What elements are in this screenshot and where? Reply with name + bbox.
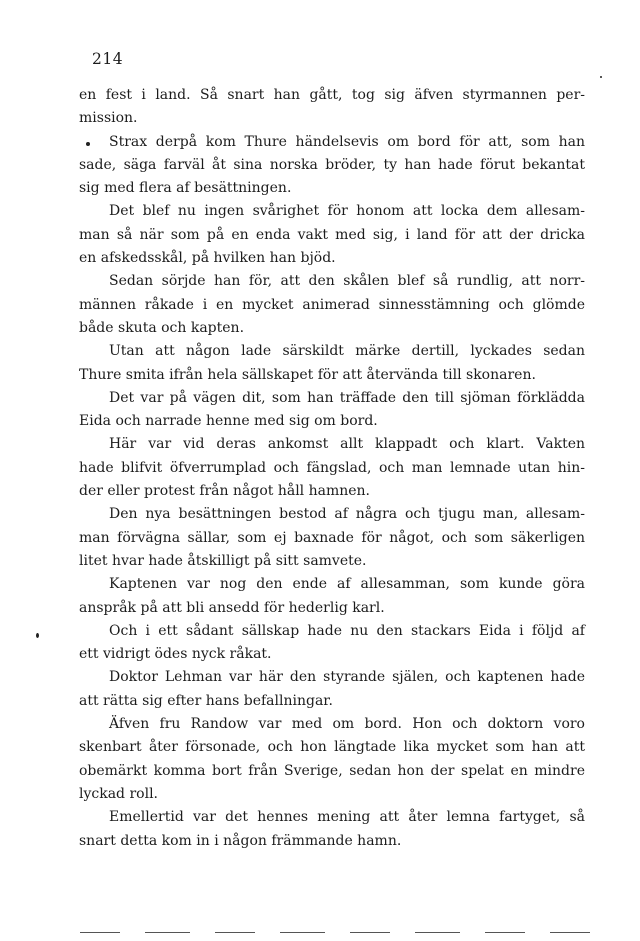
paragraph bbox=[79, 503, 585, 573]
page-edge-mark bbox=[550, 932, 590, 933]
paragraph bbox=[79, 340, 585, 387]
scan-speck bbox=[36, 633, 39, 638]
paragraph bbox=[79, 433, 585, 503]
paragraph bbox=[79, 666, 585, 713]
text-line: der eller protest från något håll hamnen. bbox=[79, 483, 371, 500]
text-line: Och i ett sådant sällskap hade nu den stackars Eida i följd af bbox=[109, 622, 585, 639]
text-line: Kaptenen var nog den ende af allesamman, som kunde göra bbox=[109, 576, 585, 593]
page-edge-mark bbox=[280, 932, 325, 933]
text-line: lyckad roll. bbox=[79, 785, 158, 802]
text-line: litet hvar hade åtskilligt på sitt samvete. bbox=[79, 552, 367, 569]
paragraph bbox=[79, 131, 585, 201]
paragraph bbox=[79, 713, 585, 806]
paragraph bbox=[79, 200, 585, 270]
text-line: mission. bbox=[79, 110, 138, 127]
body-text bbox=[79, 84, 585, 853]
paragraph bbox=[79, 387, 585, 434]
text-line: både skuta och kapten. bbox=[79, 319, 245, 336]
text-line: Sedan sörjde han för, att den skålen blef så rundlig, att norr- bbox=[109, 273, 585, 290]
text-line: Doktor Lehman var här den styrande själen, och kaptenen hade bbox=[109, 669, 585, 686]
page-edge-mark bbox=[350, 932, 390, 933]
text-line: sig med flera af besättningen. bbox=[79, 180, 292, 197]
text-line: Det var på vägen dit, som han träffade den till sjöman förklädda bbox=[109, 389, 585, 406]
page-edge-mark bbox=[80, 932, 120, 933]
text-line: en afskedsskål, på hvilken han bjöd. bbox=[79, 250, 336, 267]
paragraph bbox=[79, 270, 585, 340]
text-line: snart detta kom in i någon främmande hamn. bbox=[79, 832, 402, 849]
page-edge-mark bbox=[415, 932, 460, 933]
text-line: Den nya besättningen bestod af några och tjugu man, allesam- bbox=[109, 506, 585, 523]
text-line: Eida och narrade henne med sig om bord. bbox=[79, 413, 378, 430]
text-line: Strax derpå kom Thure händelsevis om bord för att, som han bbox=[109, 133, 585, 150]
text-line: sade, säga farväl åt sina norska bröder, ty han hade förut bekantat bbox=[79, 156, 585, 173]
paragraph bbox=[79, 620, 585, 667]
scan-speck bbox=[600, 76, 602, 78]
page-number: 214 bbox=[92, 50, 124, 68]
scan-speck bbox=[86, 142, 90, 146]
text-line: Utan att någon lade särskildt märke dertill, lyckades sedan bbox=[109, 343, 585, 360]
text-line: en fest i land. Så snart han gått, tog sig äfven styrmannen per- bbox=[79, 87, 585, 103]
text-line: skenbart åter försonade, och hon längtade lika mycket som han att bbox=[79, 739, 585, 756]
text-line: anspråk på att bli ansedd för hederlig karl. bbox=[79, 599, 385, 616]
paragraph bbox=[79, 573, 585, 620]
text-line: Thure smita ifrån hela sällskapet för att återvända till skonaren. bbox=[79, 366, 536, 383]
page-edge-mark bbox=[215, 932, 255, 933]
text-line: Det blef nu ingen svårighet för honom att locka dem allesam- bbox=[109, 203, 585, 220]
text-line: man förvägna sällar, som ej baxnade för något, och som säkerligen bbox=[79, 529, 585, 546]
text-line: männen råkade i en mycket animerad sinnesstämning och glömde bbox=[79, 296, 585, 313]
text-line: Emellertid var det hennes mening att åter lemna fartyget, så bbox=[109, 809, 585, 826]
text-line: Äfven fru Randow var med om bord. Hon och doktorn voro bbox=[109, 716, 585, 733]
paragraph bbox=[79, 806, 585, 853]
text-line: Här var vid deras ankomst allt klappadt och klart. Vakten bbox=[109, 436, 585, 453]
paragraph bbox=[79, 84, 585, 131]
text-line: ett vidrigt ödes nyck råkat. bbox=[79, 646, 272, 663]
page-edge-mark bbox=[485, 932, 525, 933]
text-line: obemärkt komma bort från Sverige, sedan hon der spelat en mindre bbox=[79, 762, 585, 779]
page-edge-mark bbox=[145, 932, 190, 933]
text-line: hade blifvit öfverrumplad och fängslad, och man lemnade utan hin- bbox=[79, 459, 585, 476]
text-line: man så när som på en enda vakt med sig, i land för att der dricka bbox=[79, 226, 585, 243]
text-line: att rätta sig efter hans befallningar. bbox=[79, 692, 333, 709]
